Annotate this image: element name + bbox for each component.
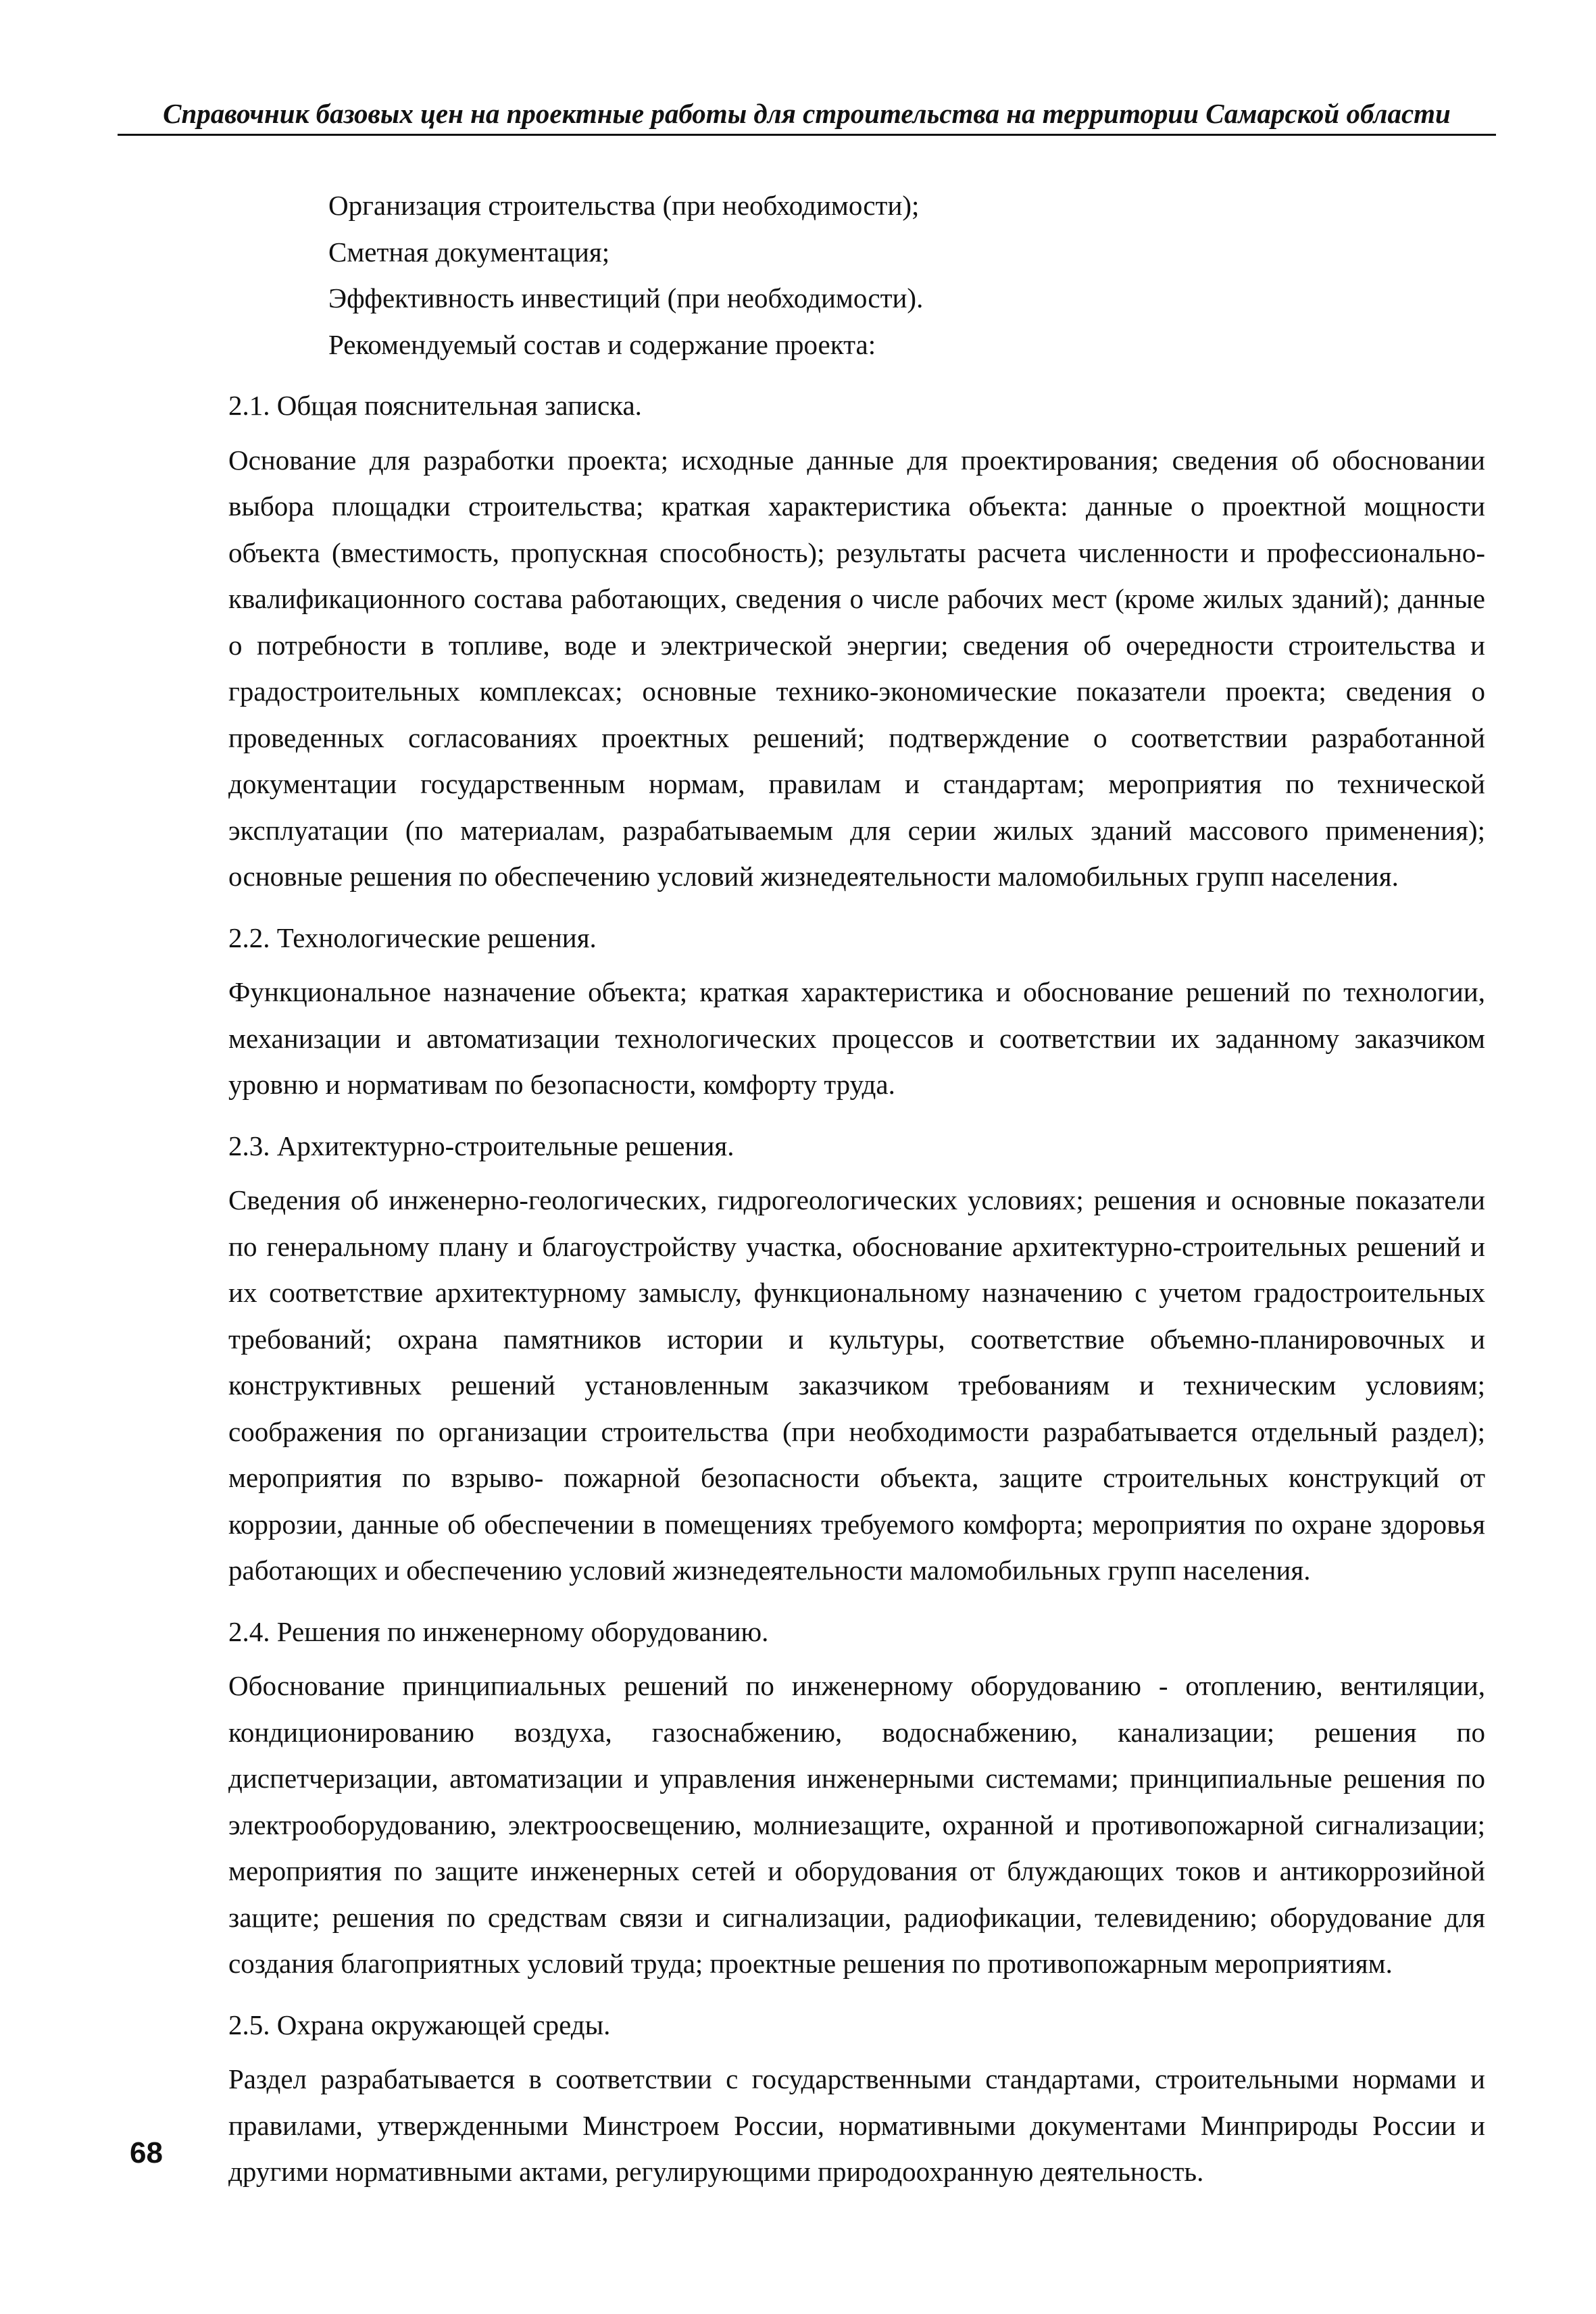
- section-heading: 2.1. Общая пояснительная записка.: [228, 390, 642, 421]
- intro-list: [328, 182, 1485, 368]
- section-2-2: [228, 915, 1485, 1108]
- section-text: Основание для разработки проекта; исходные данные для проектирования; сведения об обосновании выбора площадки строительства; краткая характеристика объекта: данные о проектной мощности объекта (вместимость, пропускная способность); результаты расчета численности и профессионально-квалификационного состава работающих, сведения о числе рабочих мест (кроме жилых зданий); данные о потребности в топливе, воде и электрической энергии; сведения об очередности строительства и градостроительных комплексах; основные технико-экономические показатели проекта; сведения о проведенных согласованиях проектных решений; подтверждение о соответствии разработанной документации государственным нормам, правилам и стандартам; мероприятия по технической эксплуатации (по материалам, разрабатываемым для серии жилых зданий массового применения); основные решения по обеспечению условий жизнедеятельности маломобильных групп населения.: [228, 444, 1485, 892]
- page-body: [228, 182, 1485, 2195]
- section-text: Функциональное назначение объекта; краткая характеристика и обоснование решений по технологии, механизации и автоматизации технологических процессов и соответствии их заданному заказчиком уровню и нормативам по безопасности, комфорту труда.: [228, 976, 1485, 1100]
- section-2-4: [228, 1609, 1485, 1987]
- section-text: Сведения об инженерно-геологических, гидрогеологических условиях; решения и основные показатели по генеральному плану и благоустройству участка, обоснование архитектурно-строительных решений и их соответствие архитектурному замыслу, функциональному назначению с учетом градостроительных требований; охрана памятников истории и культуры, соответствие объемно-планировочных и конструктивных решений установленным заказчиком требованиям и техническим условиям; соображения по организации строительства (при необходимости разрабатывается отдельный раздел); мероприятия по взрыво- пожарной безопасности объекта, защите строительных конструкций от коррозии, данные об обеспечении в помещениях требуемого комфорта; мероприятия по охране здоровья работающих и обеспечению условий жизнедеятельности маломобильных групп населения.: [228, 1184, 1485, 1586]
- section-heading: 2.5. Охрана окружающей среды.: [228, 2009, 611, 2040]
- section-text: Раздел разрабатывается в соответствии с государственными стандартами, строительными нормами и правилами, утвержденными Минстроем России, нормативными документами Минприроды России и другими нормативными актами, регулирующими природоохранную деятельность.: [228, 2063, 1485, 2187]
- running-header-title: Справочник базовых цен на проектные работы для строительства на территории Самарской области: [163, 98, 1451, 129]
- page-number: 68: [130, 2136, 163, 2169]
- section-heading: 2.3. Архитектурно-строительные решения.: [228, 1130, 734, 1161]
- section-heading: 2.2. Технологические решения.: [228, 922, 597, 953]
- intro-line: Сметная документация;: [328, 236, 610, 268]
- running-header: [118, 96, 1496, 136]
- section-2-5: [228, 2002, 1485, 2195]
- section-text: Обоснование принципиальных решений по инженерному оборудованию - отоплению, вентиляции, кондиционированию воздуха, газоснабжению, водоснабжению, канализации; решения по диспетчеризации, автоматизации и управления инженерными системами; принципиальные решения по электрооборудованию, электроосвещению, молниезащите, охранной и противопожарной сигнализации; мероприятия по защите инженерных сетей и оборудования от блуждающих токов и антикоррозийной защите; решения по средствам связи и сигнализации, радиофикации, телевидению; оборудование для создания благоприятных условий труда; проектные решения по противопожарным мероприятиям.: [228, 1670, 1485, 1979]
- intro-line: Организация строительства (при необходимости);: [328, 190, 920, 221]
- section-2-1: [228, 382, 1485, 900]
- intro-line: Эффективность инвестиций (при необходимости).: [328, 282, 924, 313]
- intro-line: Рекомендуемый состав и содержание проекта:: [328, 328, 876, 360]
- section-2-3: [228, 1123, 1485, 1594]
- section-heading: 2.4. Решения по инженерному оборудованию.: [228, 1615, 769, 1647]
